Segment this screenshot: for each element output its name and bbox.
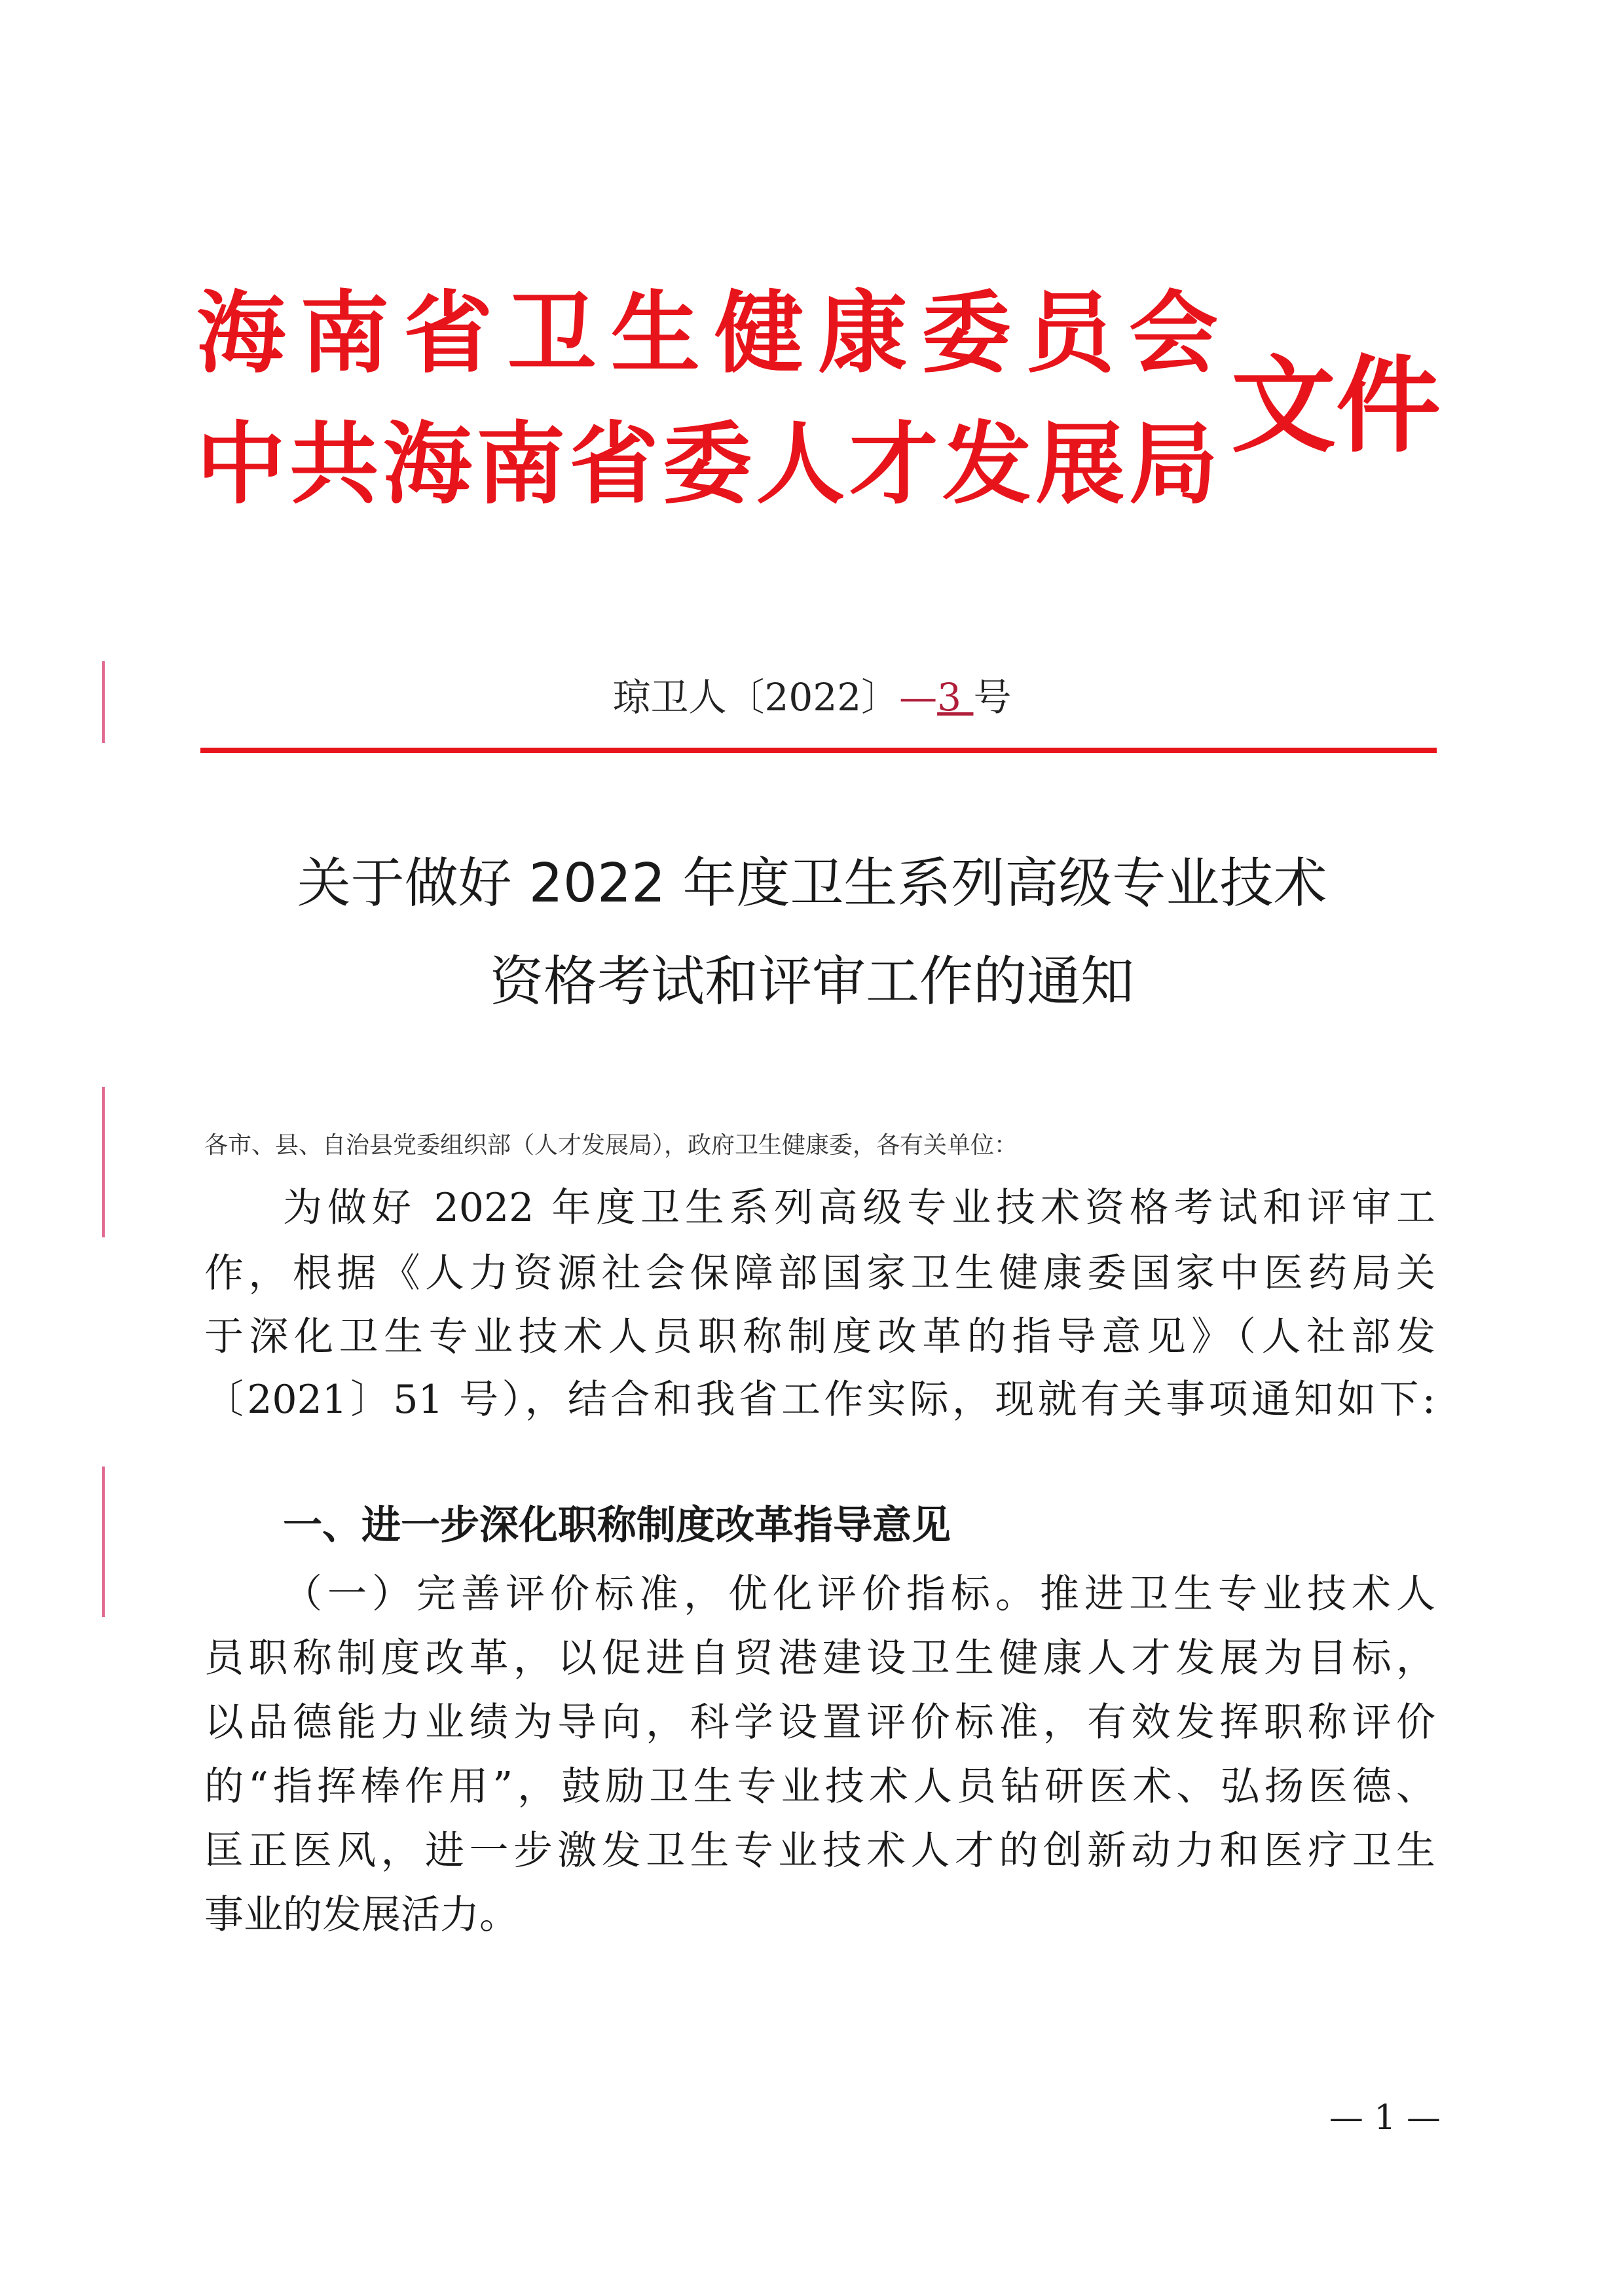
paragraph-line: 匡正医风，进一步激发卫生专业技术人才的创新动力和医疗卫生 xyxy=(204,1828,1435,1874)
letterhead-char: 卫 xyxy=(507,282,597,386)
paragraph-line: 于深化卫生专业技术人员职称制度改革的指导意见》（人社部发 xyxy=(204,1314,1435,1360)
letterhead-char: 南 xyxy=(300,282,390,386)
letterhead-char: 省 xyxy=(403,282,493,386)
document-number xyxy=(0,668,1624,727)
document-title-line-2: 资格考试和评审工作的通知 xyxy=(489,951,1134,1013)
document-number-value: 3 xyxy=(937,675,974,720)
letterhead-char: 委 xyxy=(921,282,1011,386)
red-separator-rule xyxy=(200,748,1437,753)
letterhead-char: 海 xyxy=(382,413,472,517)
letterhead-char: 局 xyxy=(1128,413,1218,517)
paragraph-line: （一）完善评价标准，优化评价指标。推进卫生专业技术人 xyxy=(283,1571,1435,1617)
paragraph-line: 以品德能力业绩为导向，科学设置评价标准，有效发挥职称评价 xyxy=(204,1700,1435,1745)
issuer-name-health-commission xyxy=(196,282,1218,386)
letterhead-char: 员 xyxy=(1025,282,1115,386)
letterhead-char: 省 xyxy=(569,413,659,517)
letterhead-char: 中 xyxy=(196,413,286,517)
letterhead-char: 海 xyxy=(196,282,286,386)
letterhead-char: 生 xyxy=(610,282,700,386)
page-number: — 1 — xyxy=(1329,2098,1441,2138)
document-label: 文件 xyxy=(1231,344,1441,467)
paragraph-line: 为做好 2022 年度卫生系列高级专业技术资格考试和评审工 xyxy=(283,1185,1435,1231)
letterhead-char: 人 xyxy=(756,413,845,517)
paragraph-line: 员职称制度改革，以促进自贸港建设卫生健康人才发展为目标， xyxy=(204,1635,1435,1681)
paragraph-line: 的“指挥棒作用”，鼓励卫生专业技术人员钻研医术、弘扬医德、 xyxy=(204,1764,1435,1810)
letterhead-char: 南 xyxy=(476,413,566,517)
letterhead-char: 共 xyxy=(289,413,379,517)
margin-mark xyxy=(102,1087,105,1237)
issuer-name-talent-bureau xyxy=(196,413,1218,517)
paragraph-line: 事业的发展活力。 xyxy=(204,1892,519,1938)
paragraph-line: 作，根据《人力资源社会保障部国家卫生健康委国家中医药局关 xyxy=(204,1250,1435,1296)
document-number-suffix: 号 xyxy=(973,675,1012,720)
letterhead-char: 才 xyxy=(849,413,938,517)
letterhead-char: 会 xyxy=(1128,282,1218,386)
salutation: 各市、县、自治县党委组织部（人才发展局），政府卫生健康委，各有关单位： xyxy=(204,1132,1018,1159)
letterhead-char: 发 xyxy=(942,413,1032,517)
document-number-dash: — xyxy=(899,675,938,720)
section-heading: 一、进一步深化职称制度改革指导意见 xyxy=(283,1503,951,1548)
margin-mark xyxy=(102,1467,105,1617)
document-number-prefix: 琼卫人〔2022〕 xyxy=(612,675,900,720)
paragraph-line: 〔2021〕51 号），结合和我省工作实际，现就有关事项通知如下: xyxy=(204,1377,1435,1423)
letterhead-char: 展 xyxy=(1035,413,1125,517)
letterhead-char: 康 xyxy=(818,282,908,386)
letterhead-char: 委 xyxy=(662,413,752,517)
letterhead-char: 健 xyxy=(714,282,804,386)
document-title-line-1: 关于做好 2022 年度卫生系列高级专业技术 xyxy=(297,852,1327,915)
